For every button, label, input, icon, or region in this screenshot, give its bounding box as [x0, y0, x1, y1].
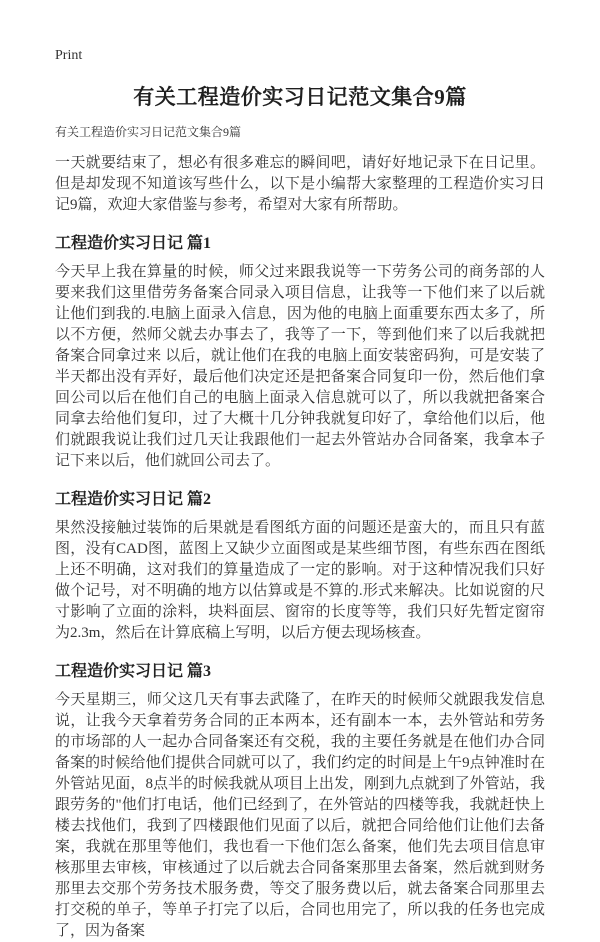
- section-heading-2: 工程造价实习日记 篇2: [55, 491, 212, 508]
- section-paragraph-2: 果然没接触过装饰的后果就是看图纸方面的问题还是蛮大的，而且只有蓝图，没有CAD图，蓝图上又缺少立面图或是某些细节图，有些东西在图纸上还不明确，这对我们的算量造成了一定的影响。对于这种情况我们只好做个记号，对不明确的地方以估算或是不算的.形式来解决。比如说窗的尺寸影响了立面的涂料，块料面层、窗帘的长度等等，我们只好先暂定窗帘为2.3m，然后在计算底稿上写明，以后方便去现场核查。: [55, 520, 545, 641]
- print-button[interactable]: Print: [55, 48, 83, 63]
- section-heading-3: 工程造价实习日记 篇3: [55, 663, 212, 680]
- section-paragraph-1: 今天早上我在算量的时候，师父过来跟我说等一下劳务公司的商务部的人要来我们这里借劳务备案合同录入项目信息，让我等一下他们来了以后就让他们到我的.电脑上面录入信息，因为他的电脑上面重要东西太多了，所以不方便，然师父就去办事去了，我等了一下，等到他们来了以后我就把备案合同拿过来 以后，就让他们在我的电脑上面安装密码狗，可是安装了半天都出没有弄好，最后他们决定还是把备案合同复印一份，然后他们拿回公司以后在他们自己的电脑上面录入信息就可以了，所以我就把备案合同拿去给他们复印，过了大概十几分钟我就复印好了，拿给他们以后，他们就跟我说让我们过几天让我跟他们一起去外管站办合同备案，我拿本子记下来以后，他们就回公司去了。: [55, 264, 545, 469]
- page-title: 有关工程造价实习日记范文集合9篇: [133, 85, 467, 109]
- document-subtitle: 有关工程造价实习日记范文集合9篇: [55, 125, 242, 139]
- section-heading-1: 工程造价实习日记 篇1: [55, 235, 212, 252]
- section-paragraph-3: 今天星期三，师父这几天有事去武隆了，在昨天的时候师父就跟我发信息说，让我今天拿着劳务合同的正本两本，还有副本一本，去外管站和劳务的市场部的人一起办合同备案还有交税，我的主要任务就是在他们办合同备案的时候给他们提供合同就可以了，我们约定的时间是上午9点钟准时在外管站见面，8点半的时候我就从项目上出发，刚到九点就到了外管站，我跟劳务的"他们打电话，他们已经到了，在外管站的四楼等我，我就赶快上楼去找他们，我到了四楼跟他们见面了以后，就把合同给他们让他们去备案，我就在那里等他们，我也看一下他们怎么备案，他们先去项目信息审核那里去审核，审核通过了以后就去合同备案那里去备案，然后就到财务那里去交那个劳务技术服务费，等交了服务费以后，就去备案合同那里去打交税的单子，等单子打完了以后，合同也用完了，所以我的任务也完成了，因为备案: [55, 692, 545, 939]
- intro-paragraph: 一天就要结束了，想必有很多难忘的瞬间吧，请好好地记录下在日记里。但是却发现不知道该写些什么，以下是小编帮大家整理的工程造价实习日记9篇，欢迎大家借鉴与参考，希望对大家有所帮助。: [55, 155, 545, 213]
